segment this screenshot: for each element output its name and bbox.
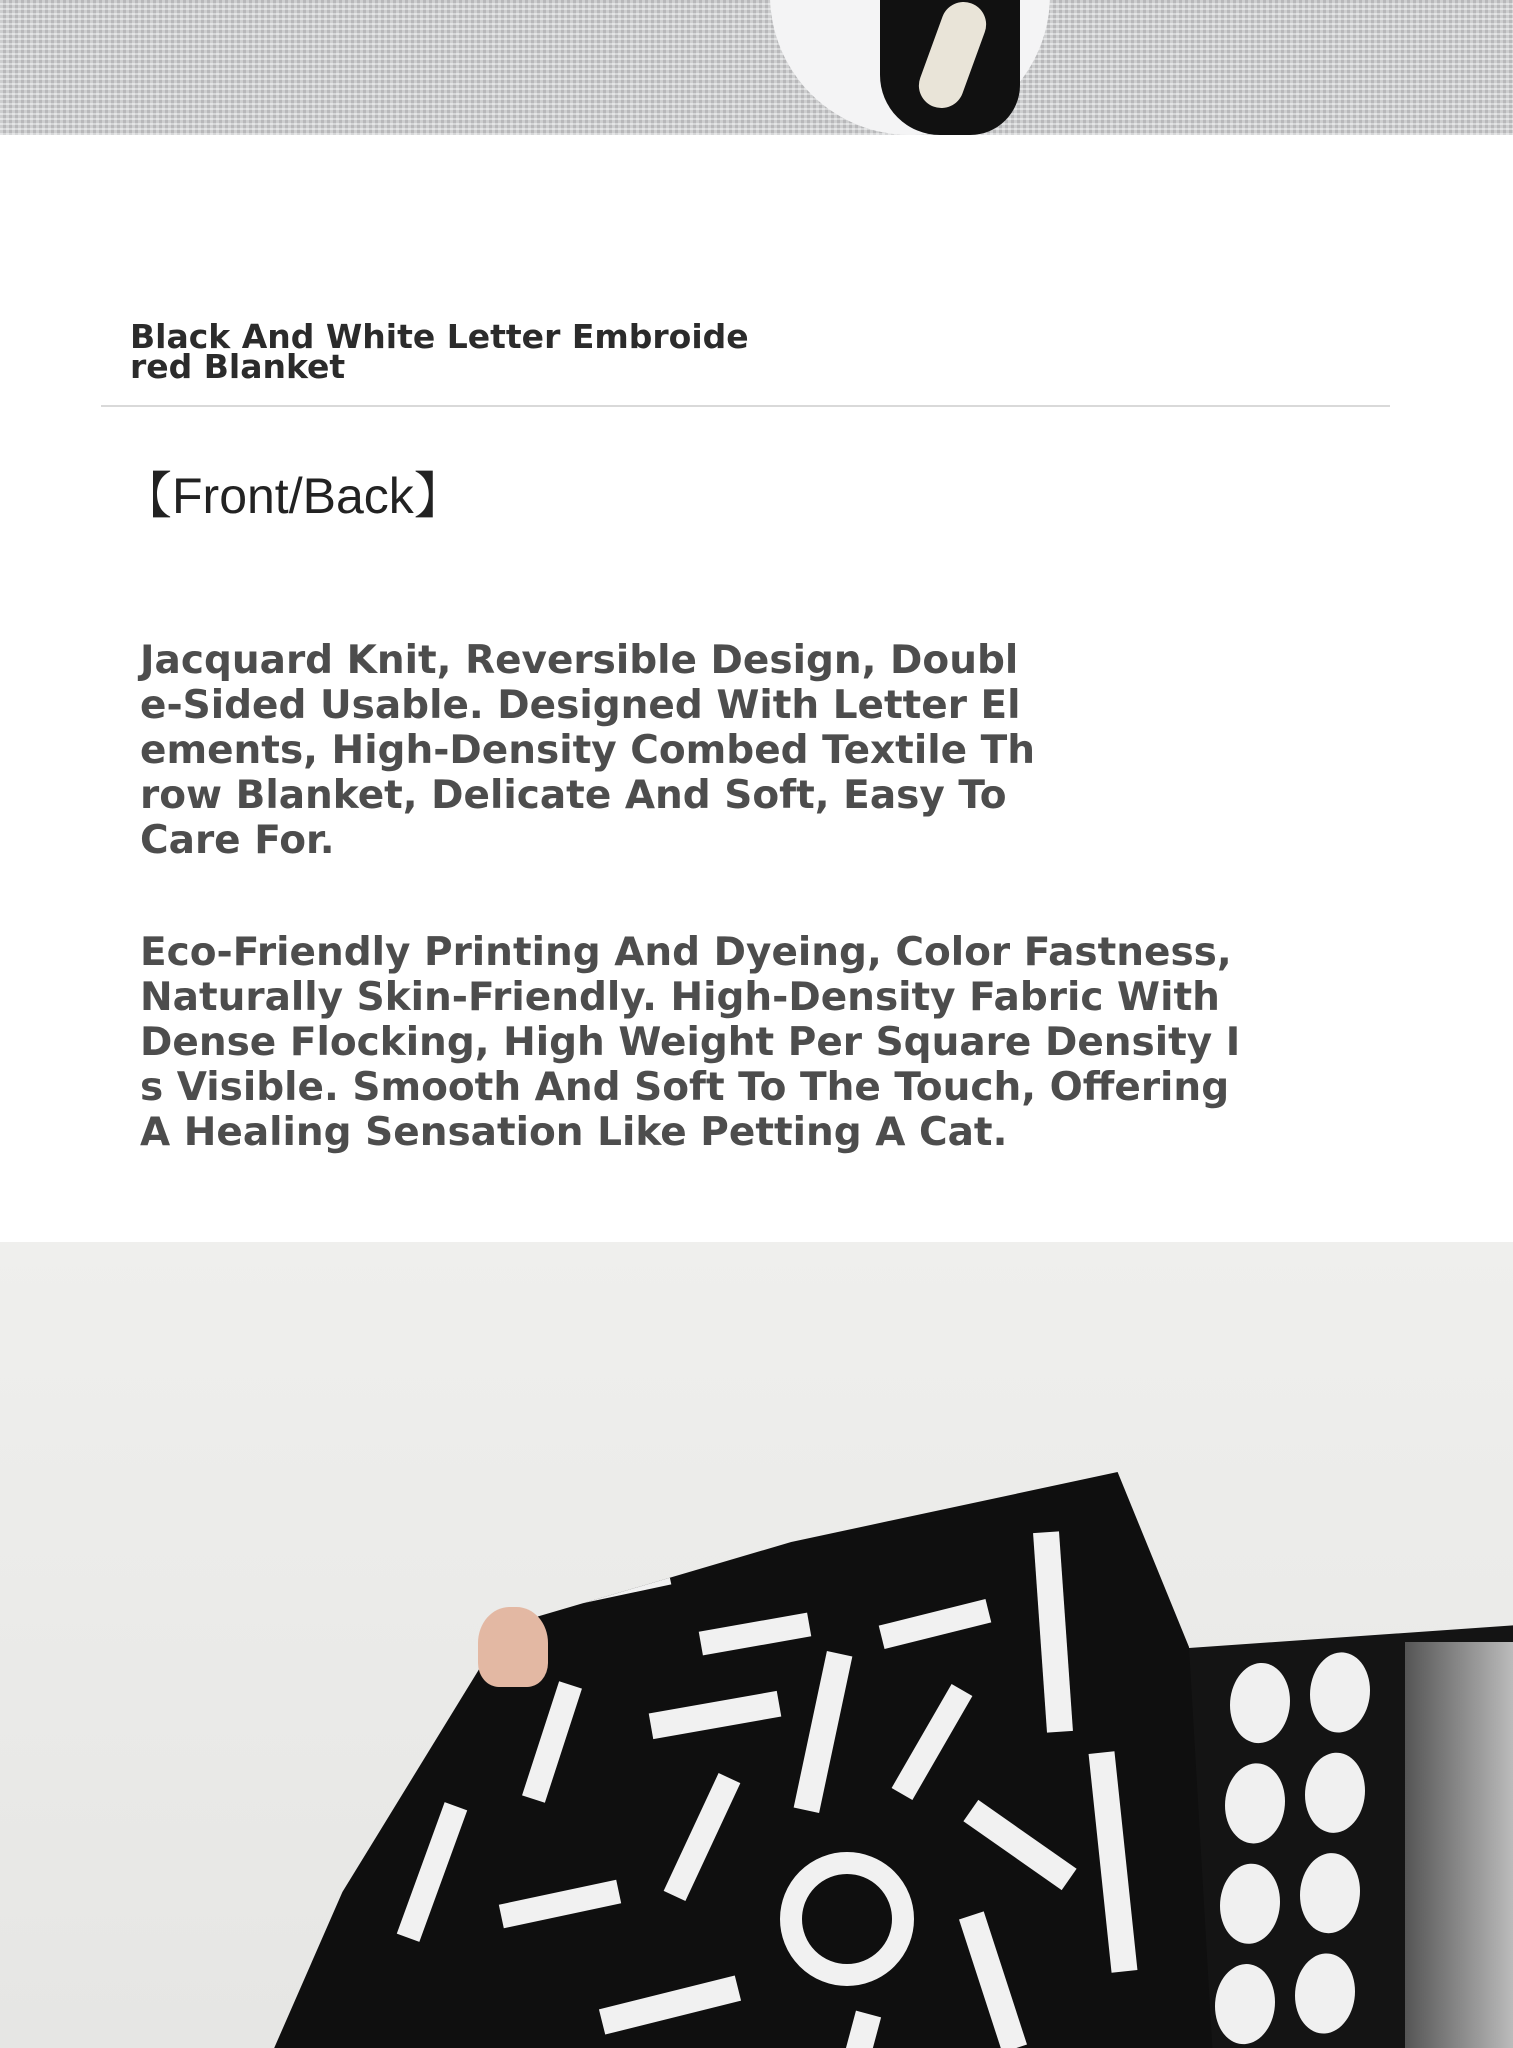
chair-rim (1405, 1642, 1513, 2048)
hand (478, 1607, 548, 1687)
description-paragraph: Jacquard Knit, Reversible Design, Double-Sided Usable. Designed With Letter Elements, High-Density Combed Textile Throw Blanket, Delicate And Soft, Easy To Care For. (140, 638, 1035, 863)
description-paragraph: Eco-Friendly Printing And Dyeing, Color Fastness, Naturally Skin-Friendly. High-Density Fabric With Dense Flocking, High Weight Per Square Density Is Visible. Smooth And Soft To The Touch, Offering A Healing Sensation Like Petting A Cat. (140, 930, 1241, 1155)
product-photo-top (0, 0, 1513, 135)
product-photo-bottom (0, 1242, 1513, 2048)
section-heading: 【Front/Back】 (122, 468, 464, 524)
cushion-pattern (880, 0, 1020, 135)
letter-blanket (220, 1472, 1240, 2048)
divider (101, 405, 1390, 407)
product-title-block (130, 317, 750, 386)
product-title: Black And White Letter Embroidered Blanket (130, 317, 749, 386)
